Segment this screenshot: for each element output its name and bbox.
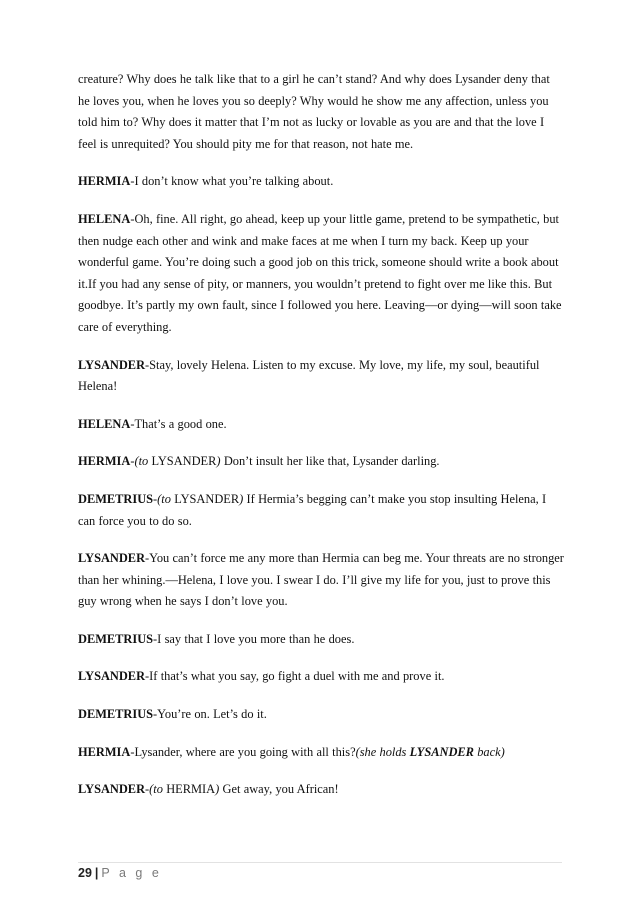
dialogue-line xyxy=(78,666,564,688)
dialogue-text: Don’t insult her like that, Lysander darling. xyxy=(223,454,440,469)
page-number: 29 xyxy=(78,866,92,880)
speaker-name: DEMETRIUS xyxy=(78,491,154,506)
dialogue-line xyxy=(78,355,564,398)
page-label: P a g e xyxy=(101,866,162,880)
dialogue-line xyxy=(78,414,564,436)
dialogue-line xyxy=(78,489,564,532)
stage-direction-open: -(to xyxy=(145,782,167,797)
speaker-name: DEMETRIUS xyxy=(78,631,154,646)
stage-direction-open: (she holds xyxy=(355,744,410,759)
page-footer xyxy=(78,865,162,881)
speaker-name: HELENA xyxy=(78,416,131,431)
stage-direction-name: LYSANDER xyxy=(151,454,217,469)
speaker-name: HERMIA xyxy=(78,744,131,759)
speaker-name: HERMIA xyxy=(78,174,131,189)
dialogue-text: -Lysander, where are you going with all this? xyxy=(130,744,356,759)
dialogue-line xyxy=(78,779,564,801)
speaker-name: LYSANDER xyxy=(78,357,146,372)
stage-direction-close: ) xyxy=(215,782,223,797)
speaker-name: HELENA xyxy=(78,211,131,226)
dialogue-text: -You’re on. Let’s do it. xyxy=(153,707,267,722)
stage-direction-name: LYSANDER xyxy=(174,491,240,506)
dialogue-line xyxy=(78,451,564,473)
intro-paragraph: creature? Why does he talk like that to a girl he can’t stand? And why does Lysander deny that he loves you, when he loves you so deeply? Why would he show me any affection, unless you told him to? Why does it matter that I’m not as lucky or lovable as you are and that the love I feel is unrequited? You should pity me for that reason, not hate me. xyxy=(78,72,550,151)
dialogue-line xyxy=(78,742,564,764)
speaker-name: LYSANDER xyxy=(78,551,146,566)
dialogue-text: Get away, you African! xyxy=(222,782,339,797)
stage-direction-close: ) xyxy=(216,454,224,469)
stage-direction-open: -(to xyxy=(130,454,152,469)
footer-divider xyxy=(78,862,562,863)
dialogue-text: -Stay, lovely Helena. Listen to my excuse. My love, my life, my soul, beautiful Helena! xyxy=(78,357,540,394)
dialogue-line xyxy=(78,704,564,726)
dialogue-line xyxy=(78,629,564,651)
stage-direction-close: back) xyxy=(473,744,505,759)
dialogue-text: -I don’t know what you’re talking about. xyxy=(130,174,334,189)
speaker-name: DEMETRIUS xyxy=(78,707,154,722)
dialogue-text: -If that’s what you say, go fight a duel with me and prove it. xyxy=(145,669,445,684)
stage-direction-close: ) xyxy=(239,491,247,506)
speaker-name: HERMIA xyxy=(78,454,131,469)
dialogue-text: -I say that I love you more than he does. xyxy=(153,631,355,646)
script-body xyxy=(78,69,564,817)
speaker-name: LYSANDER xyxy=(78,669,146,684)
footer-separator: | xyxy=(94,866,99,880)
stage-direction-open: -(to xyxy=(153,491,175,506)
speaker-name: LYSANDER xyxy=(78,782,146,797)
dialogue-text: -Oh, fine. All right, go ahead, keep up your little game, pretend to be sympathetic, but then nudge each other and wink and make faces at me when I turn my back. Keep up your wonderful game. You’re doing such a good job on this trick, someone should write a book about it.If you had any sense of pity, or manners, you wouldn’t pretend to fight over me like this. But goodbye. It’s partly my own fault, since I followed you here. Leaving—or dying—will soon take care of everything. xyxy=(78,211,562,334)
dialogue-text: -That’s a good one. xyxy=(130,416,227,431)
dialogue-line xyxy=(78,171,564,193)
stage-direction-name: HERMIA xyxy=(166,782,216,797)
dialogue-line xyxy=(78,548,564,613)
stage-direction-name: LYSANDER xyxy=(409,744,474,759)
dialogue-line xyxy=(78,209,564,339)
dialogue-text: -You can’t force me any more than Hermia can beg me. Your threats are no stronger than her whining.—Helena, I love you. I swear I do. I’ll give my life for you, just to prove this guy wrong when he says I don’t love you. xyxy=(78,551,564,609)
dialogue-text: If Hermia’s begging can’t make you stop insulting Helena, I can force you to do so. xyxy=(78,491,547,528)
